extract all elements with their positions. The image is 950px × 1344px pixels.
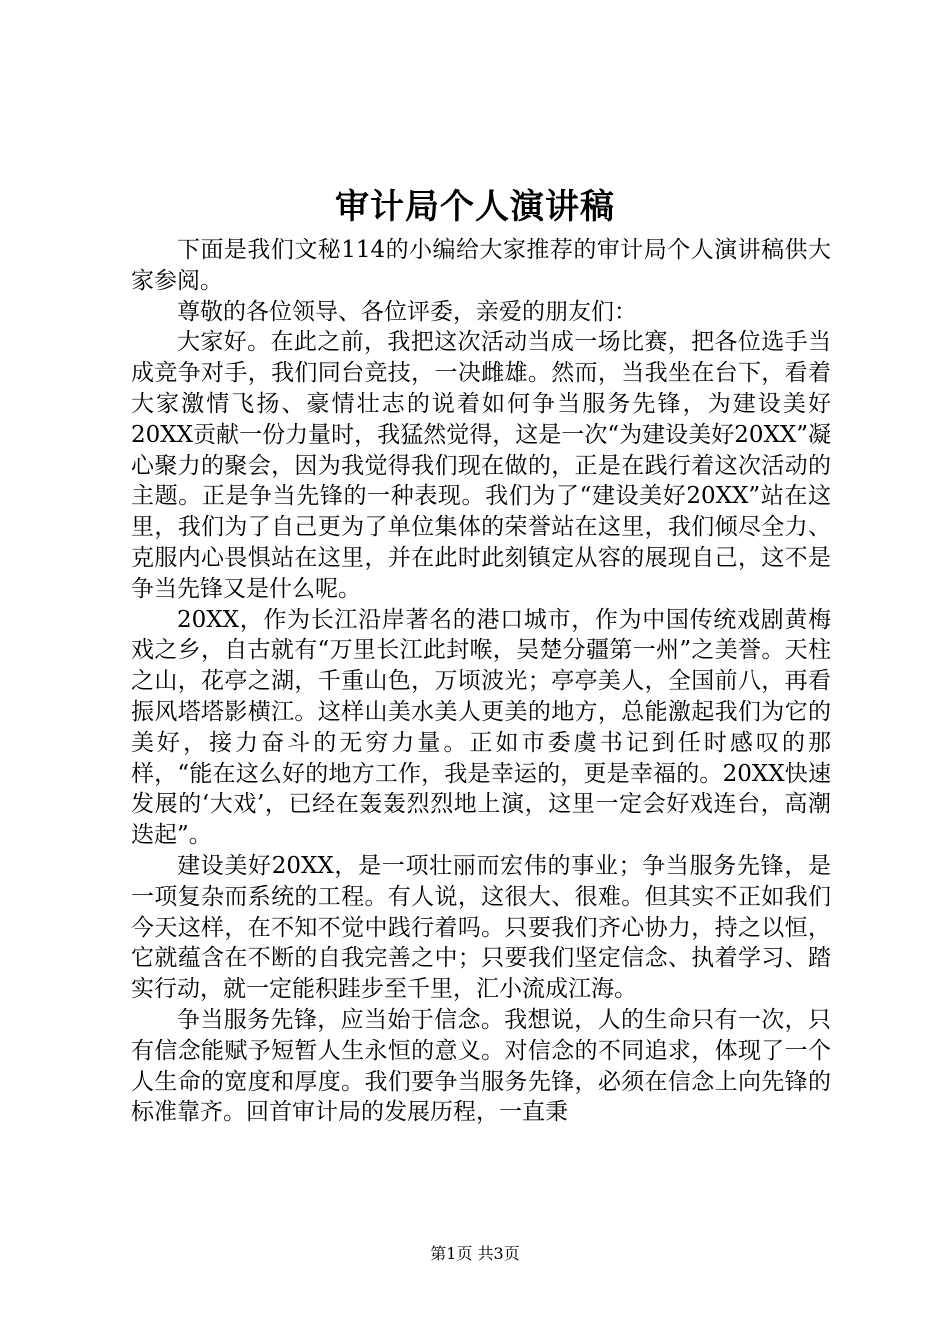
document-body [131, 235, 831, 1128]
paragraph-cause: 建设美好20XX，是一项壮丽而宏伟的事业；争当服务先锋，是一项复杂而系统的工程。有人说，这很大、很难。但其实不正如我们今天这样，在不知不觉中践行着吗。只要我们齐心协力，持之以恒，它就蕴含在不断的自我完善之中；只要我们坚定信念、执着学习、踏实行动，就一定能积跬步至千里，汇小流成江海。 [131, 852, 831, 1003]
page-footer: 第1页 共3页 [430, 1244, 520, 1263]
paragraph-salutation: 尊敬的各位领导、各位评委，亲爱的朋友们： [177, 298, 637, 325]
paragraph-intro: 下面是我们文秘114的小编给大家推荐的审计局个人演讲稿供大家参阅。 [131, 237, 831, 294]
paragraph-belief: 争当服务先锋，应当始于信念。我想说，人的生命只有一次，只有信念能赋予短暂人生永恒的意义。对信念的不同追求，体现了一个人生命的宽度和厚度。我们要争当服务先锋，必须在信念上向先锋的标准靠齐。回首审计局的发展历程，一直秉 [131, 1006, 831, 1126]
paragraph-city: 20XX，作为长江沿岸著名的港口城市，作为中国传统戏剧黄梅戏之乡，自古就有“万里长江此封喉，吴楚分疆第一州”之美誉。天柱之山，花亭之湖，千重山色，万顷波光；亭亭美人，全国前八，再看振风塔塔影横江。这样山美水美人更美的地方，总能激起我们为它的美好，接力奋斗的无穷力量。正如市委虞书记到任时感叹的那样，“能在这么好的地方工作，我是幸运的，更是幸福的。20XX快速发展的‘大戏’，已经在轰轰烈烈地上演，这里一定会好戏连台，高潮迭起”。 [131, 606, 831, 849]
document-title: 审计局个人演讲稿 [335, 187, 615, 227]
paragraph-greeting: 大家好。在此之前，我把这次活动当成一场比赛，把各位选手当成竞争对手，我们同台竞技，一决雌雄。然而，当我坐在台下，看着大家激情飞扬、豪情壮志的说着如何争当服务先锋，为建设美好20XX贡献一份力量时，我猛然觉得，这是一次“为建设美好20XX”凝心聚力的聚会，因为我觉得我们现在做的，正是在践行着这次活动的主题。正是争当先锋的一种表现。我们为了“建设美好20XX”站在这里，我们为了自己更为了单位集体的荣誉站在这里，我们倾尽全力、克服内心畏惧站在这里，并在此时此刻镇定从容的展现自己，这不是争当先锋又是什么呢。 [131, 329, 831, 602]
